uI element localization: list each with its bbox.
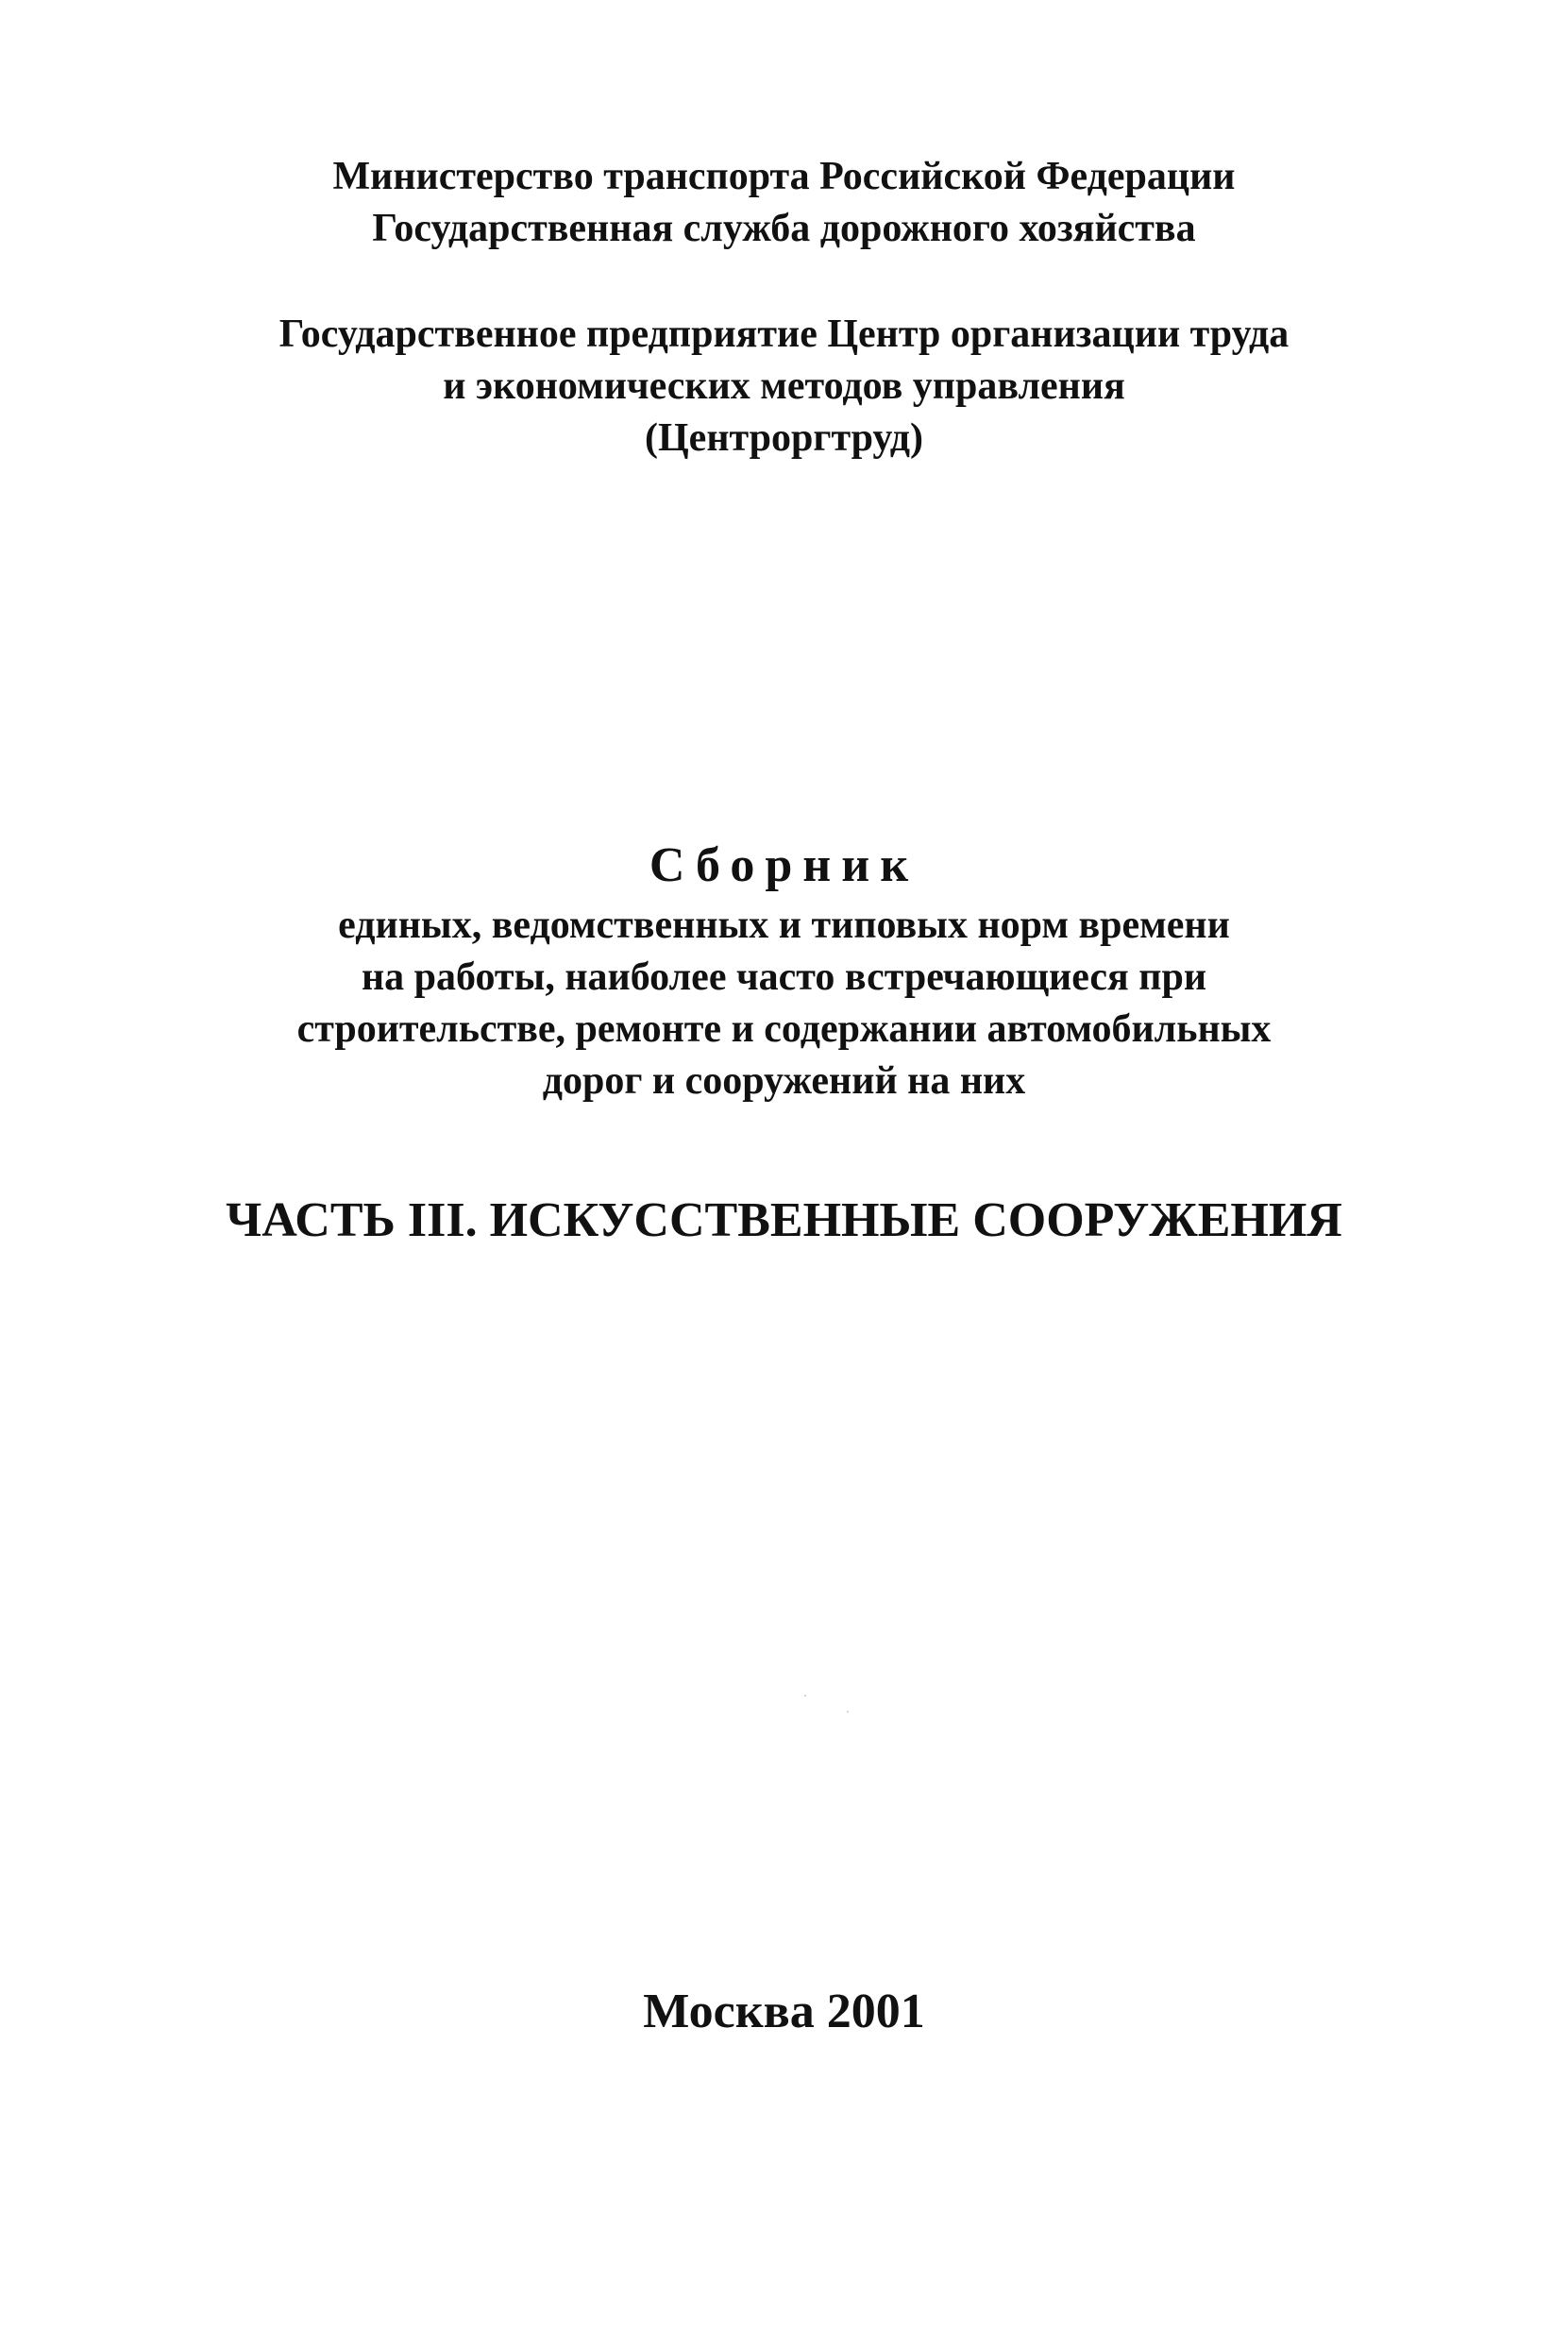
description-line: на работы, наиболее часто встречающиеся при: [361, 955, 1207, 999]
service-line: Государственная служба дорожного хозяйства: [372, 207, 1196, 250]
description-line: дорог и сооружений на них: [542, 1059, 1026, 1103]
ministry-line: Министерство транспорта Российской Федерации: [332, 155, 1236, 198]
ministry-header: [0, 151, 1568, 255]
organization-line: Государственное предприятие Центр организации труда: [278, 313, 1290, 356]
scan-speck: [804, 1695, 806, 1697]
scan-speck: [847, 1711, 849, 1713]
part-heading: [0, 1191, 1568, 1250]
city-year: Москва 2001: [643, 1985, 925, 2038]
part-title: ЧАСТЬ III. ИСКУССТВЕННЫЕ СООРУЖЕНИЯ: [226, 1193, 1342, 1247]
imprint: [0, 1983, 1568, 2041]
description-line: строительстве, ремонте и содержании автомобильных: [296, 1007, 1272, 1051]
organization-block: [0, 309, 1568, 465]
organization-line: и экономических методов управления: [443, 364, 1125, 408]
title-word: Сборник: [649, 838, 919, 892]
collection-description: [0, 900, 1568, 1107]
description-line: единых, ведомственных и типовых норм времени: [338, 904, 1230, 947]
organization-abbreviation: (Центроргтруд): [645, 416, 923, 460]
collection-title: [0, 837, 1568, 895]
